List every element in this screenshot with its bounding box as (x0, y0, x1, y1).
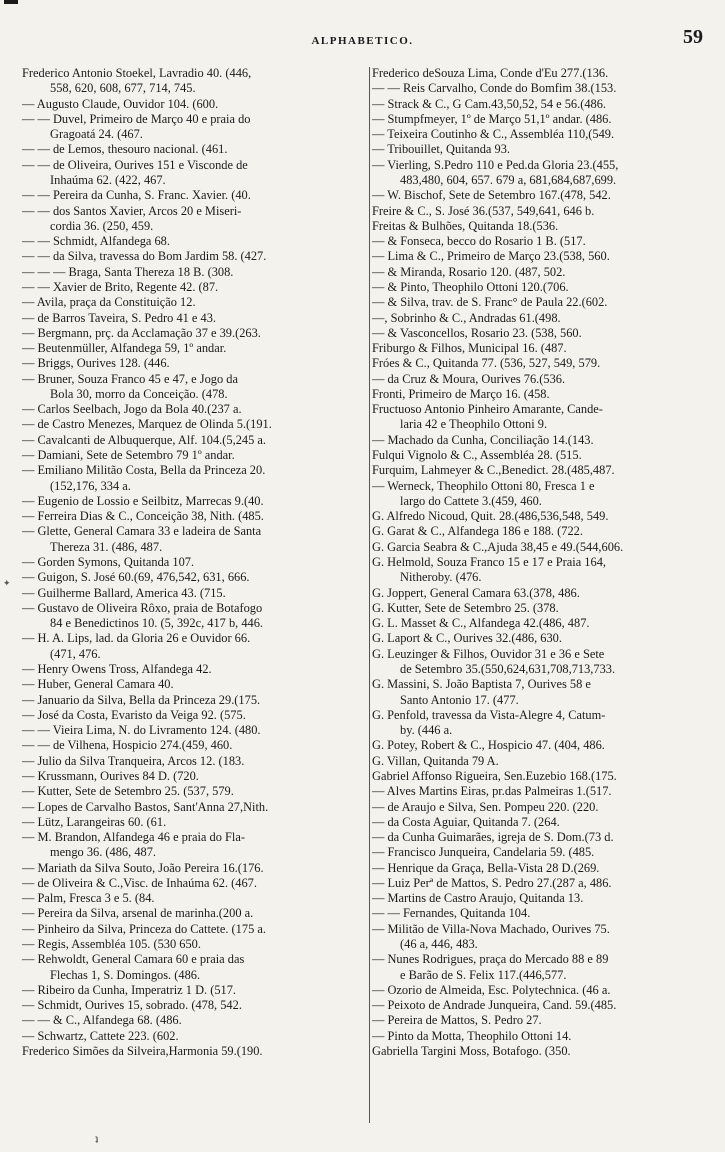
directory-entry-line: — — de Oliveira, Ourives 151 e Visconde de (22, 157, 248, 172)
directory-entry-line: — — dos Santos Xavier, Arcos 20 e Miseri- (22, 203, 242, 218)
directory-entry-line: — Huber, General Camara 40. (22, 677, 174, 692)
top-edge-mark (4, 0, 18, 4)
directory-entry-line: — Lima & C., Primeiro de Março 23.(538, 560. (372, 249, 610, 264)
directory-entry-line: — da Cruz & Moura, Ourives 76.(536. (372, 371, 566, 386)
directory-entry-line: — Cavalcanti de Albuquerque, Alf. 104.(5,245 a. (22, 432, 266, 447)
directory-entry-line: Fructuoso Antonio Pinheiro Amarante, Cande- (372, 402, 603, 417)
directory-entry-line: — Bruner, Souza Franco 45 e 47, e Jogo da (22, 371, 238, 386)
directory-entry-line: — — Vieira Lima, N. do Livramento 124. (480. (22, 723, 261, 738)
directory-entry-line: — & Vasconcellos, Rosario 23. (538, 560. (372, 325, 582, 340)
directory-entry-line: Inhaúma 62. (422, 467. (50, 172, 166, 187)
directory-entry-line: G. Alfredo Nicoud, Quit. 28.(486,536,548, 549. (372, 509, 609, 524)
directory-entry-line: 558, 620, 608, 677, 714, 745. (50, 81, 196, 96)
directory-entry-line: Gabriella Targini Moss, Botafogo. (350. (372, 1044, 571, 1058)
directory-entry-line: — — Fernandes, Quitanda 104. (372, 906, 531, 921)
directory-entry-line: — Mariath da Silva Souto, João Pereira 16.(176. (22, 860, 264, 875)
directory-entry-line: — Regis, Assembléa 105. (530 650. (22, 937, 201, 952)
directory-entry-line: — & Silva, trav. de S. Franc° de Paula 22.(602. (372, 295, 608, 310)
directory-entry-line: — da Cunha Guimarães, igreja de S. Dom.(73 d. (372, 830, 614, 845)
directory-entry-line: Santo Antonio 17. (477. (400, 692, 519, 707)
directory-entry-line: G. L. Masset & C., Alfandega 42.(486, 487. (372, 616, 590, 631)
directory-entry-line: G. Penfold, travessa da Vista-Alegre 4, Catum- (372, 707, 606, 722)
directory-entry-line: Gragoatá 24. (467. (50, 127, 143, 142)
directory-entry-line: — Briggs, Ourives 128. (446. (22, 356, 170, 371)
directory-entry-line: Furquim, Lahmeyer & C.,Benedict. 28.(485,487. (372, 463, 615, 478)
directory-entry-line: Frederico Antonio Stoekel, Lavradio 40. (446, (22, 66, 252, 80)
directory-entry-line: — Schmidt, Ourives 15, sobrado. (478, 542. (22, 998, 242, 1013)
directory-entry-line: — Machado da Cunha, Conciliação 14.(143. (372, 432, 594, 447)
directory-entry-line: Fronti, Primeiro de Março 16. (458. (372, 386, 550, 401)
directory-entry-line: de Setembro 35.(550,624,631,708,713,733. (400, 661, 616, 676)
directory-entry-line: — Tribouillet, Quitanda 93. (372, 142, 511, 157)
directory-entry-line: — Peixoto de Andrade Junqueira, Cand. 59.(485. (372, 998, 617, 1013)
directory-entry-line: G. Potey, Robert & C., Hospicio 47. (404, 486. (372, 738, 605, 753)
directory-entry-line: — Beutenmüller, Alfandega 59, 1º andar. (22, 341, 227, 356)
directory-entry-line: Gabriel Affonso Rigueira, Sen.Euzebio 168.(175. (372, 768, 617, 783)
directory-entry-line: by. (446 a. (400, 723, 453, 738)
directory-entry-line: (46 a, 446, 483. (400, 937, 478, 952)
directory-entry-line: Freire & C., S. José 36.(537, 549,641, 646 b. (372, 203, 595, 218)
directory-entry-line: — — de Lemos, thesouro nacional. (461. (22, 142, 228, 157)
directory-entry-line: —, Sobrinho & C., Andradas 61.(498. (372, 310, 561, 325)
directory-entry-line: — Henry Owens Tross, Alfandega 42. (22, 661, 212, 676)
directory-entry-line: — Stumpfmeyer, 1º de Março 51,1º andar. (486. (372, 111, 612, 126)
directory-entry-line: — — Schmidt, Alfandega 68. (22, 234, 170, 249)
directory-entry-line: 483,480, 604, 657. 679 a, 681,684,687,699. (400, 172, 617, 187)
left-column (22, 66, 364, 1059)
directory-entry-line: — Alves Martins Eiras, pr.das Palmeiras 1.(517. (372, 784, 612, 799)
page-title: ALPHABETICO. (311, 35, 414, 47)
directory-entry-line: — H. A. Lips, lad. da Gloria 26 e Ouvidor 66. (22, 631, 251, 646)
directory-entry-line: — Gorden Symons, Quitanda 107. (22, 555, 195, 569)
directory-entry-line: Freitas & Bulhões, Quitanda 18.(536. (372, 218, 559, 233)
directory-entry-line: cordia 36. (250, 459. (50, 218, 154, 233)
directory-entry-line: — & Miranda, Rosario 120. (487, 502. (372, 264, 566, 279)
directory-entry-line: — Pereira da Silva, arsenal de marinha.(200 a. (22, 906, 254, 921)
directory-entry-line: — — & C., Alfandega 68. (486. (22, 1013, 182, 1028)
directory-entry-line: — Lütz, Larangeiras 60. (61. (22, 814, 167, 829)
directory-entry-line: — Ribeiro da Cunha, Imperatriz 1 D. (517. (22, 982, 237, 997)
directory-entry-line: — de Castro Menezes, Marquez de Olinda 5.(191. (22, 417, 272, 432)
directory-entry-line: — Teixeira Coutinho & C., Assembléa 110,(549. (372, 127, 615, 142)
directory-entry-line: — Strack & C., G Cam.43,50,52, 54 e 56.(486. (372, 96, 607, 111)
directory-entry-line: e Barão de S. Felix 117.(446,577. (400, 967, 567, 982)
directory-entry-line: — Kutter, Sete de Setembro 25. (537, 579. (22, 784, 234, 799)
directory-entry-line: — Werneck, Theophilo Ottoni 80, Fresca 1 e (372, 478, 595, 493)
directory-entry-line: Nitheroby. (476. (400, 570, 482, 585)
directory-entry-line: — — Duvel, Primeiro de Março 40 e praia do (22, 111, 251, 126)
directory-entry-line: G. Garat & C., Alfandega 186 e 188. (722. (372, 524, 583, 539)
directory-entry-line: — Avila, praça da Constituição 12. (22, 295, 196, 310)
directory-entry-line: — Eugenio de Lossio e Seilbitz, Marrecas 9.(40. (22, 493, 264, 508)
directory-entry-line: — Henrique da Graça, Bella-Vista 28 D.(269. (372, 860, 600, 875)
directory-entry-line: — Pereira de Mattos, S. Pedro 27. (372, 1013, 542, 1028)
directory-entry-line: — — Pereira da Cunha, S. Franc. Xavier. (40. (22, 188, 251, 203)
directory-entry-line: — Emiliano Militão Costa, Bella da Princeza 20. (22, 463, 266, 478)
directory-entry-line: — Ferreira Dias & C., Conceição 38, Nith. (485. (22, 509, 264, 524)
directory-entry-line: — Vierling, S.Pedro 110 e Ped.da Gloria 23.(455, (372, 157, 619, 172)
directory-entry-line: — Militão de Villa-Nova Machado, Ourives 75. (372, 921, 610, 936)
directory-entry-line: — — da Silva, travessa do Bom Jardim 58. (427. (22, 249, 267, 264)
directory-entry-line: G. Joppert, General Camara 63.(378, 486. (372, 585, 580, 600)
directory-entry-line: — Luiz Perª de Mattos, S. Pedro 27.(287 a, 486. (372, 875, 612, 890)
directory-entry-line: — & Fonseca, becco do Rosario 1 B. (517. (372, 234, 586, 249)
directory-entry-line: — Schwartz, Cattete 223. (602. (22, 1028, 179, 1043)
directory-entry-line: — de Barros Taveira, S. Pedro 41 e 43. (22, 310, 217, 325)
directory-entry-line: — M. Brandon, Alfandega 46 e praia do Fla- (22, 830, 245, 845)
directory-entry-line: Flechas 1, S. Domingos. (486. (50, 967, 201, 982)
directory-entry-line: Frederico Simões da Silveira,Harmonia 59.(190. (22, 1044, 263, 1058)
directory-entry-line: — Glette, General Camara 33 e ladeira de Santa (22, 524, 262, 539)
bottom-speck: ʇ (95, 1132, 99, 1146)
directory-entry-line: Fróes & C., Quitanda 77. (536, 527, 549, 579. (372, 356, 601, 371)
directory-entry-line: — Julio da Silva Tranqueira, Arcos 12. (183. (22, 753, 245, 768)
directory-entry-line: — W. Bischof, Sete de Setembro 167.(478, 542. (372, 188, 611, 203)
directory-entry-line: Bola 30, morro da Conceição. (478. (50, 386, 228, 401)
right-column (372, 66, 712, 1059)
directory-entry-line: — de Oliveira & C.,Visc. de Inhaúma 62. (467. (22, 875, 257, 890)
directory-entry-line: (152,176, 334 a. (50, 478, 131, 493)
directory-entry-line: — Palm, Fresca 3 e 5. (84. (22, 891, 155, 906)
directory-entry-line: Fulqui Vignolo & C., Assembléa 28. (515. (372, 448, 582, 463)
directory-entry-line: — Damiani, Sete de Setembro 79 1º andar. (22, 448, 235, 463)
directory-entry-line: G. Kutter, Sete de Setembro 25. (378. (372, 600, 559, 615)
directory-entry-line: Thereza 31. (486, 487. (50, 539, 163, 554)
directory-entry-line: — de Araujo e Silva, Sen. Pompeu 220. (220. (372, 799, 599, 814)
directory-entry-line: — Nunes Rodrigues, praça do Mercado 88 e 89 (372, 952, 609, 967)
directory-entry-line: — — de Vilhena, Hospicio 274.(459, 460. (22, 738, 233, 753)
directory-entry-line: — José da Costa, Evaristo da Veiga 92. (575. (22, 707, 246, 722)
directory-entry-line: — Francisco Junqueira, Candelaria 59. (485. (372, 845, 595, 860)
directory-entry-line: G. Laport & C., Ourives 32.(486, 630. (372, 631, 562, 646)
page-number: 59 (683, 26, 703, 48)
directory-entry-line: (471, 476. (50, 646, 101, 661)
page-header (0, 26, 725, 54)
directory-entry-line: laria 42 e Theophilo Ottoni 9. (400, 417, 548, 432)
directory-entry-line: — & Pinto, Theophilo Ottoni 120.(706. (372, 279, 569, 294)
directory-entry-line: largo do Cattete 3.(459, 460. (400, 493, 542, 508)
directory-entry-line: — Lopes de Carvalho Bastos, Sant'Anna 27,Nith. (22, 799, 269, 814)
directory-entry-line: — Bergmann, prç. da Acclamação 37 e 39.(263. (22, 325, 261, 340)
directory-entry-line: G. Massini, S. João Baptista 7, Ourives 58 e (372, 677, 591, 692)
directory-entry-line: — — Xavier de Brito, Regente 42. (87. (22, 279, 219, 294)
directory-entry-line: — — Reis Carvalho, Conde do Bomfim 38.(153. (372, 81, 617, 96)
directory-entry-line: G. Villan, Quitanda 79 A. (372, 753, 499, 768)
directory-entry-line: — Rehwoldt, General Camara 60 e praia das (22, 952, 245, 967)
directory-entry-line: G. Garcia Seabra & C.,Ajuda 38,45 e 49.(544,606. (372, 539, 624, 554)
directory-entry-line: — Guigon, S. José 60.(69, 476,542, 631, 666. (22, 570, 250, 585)
directory-entry-line: — Pinto da Motta, Theophilo Ottoni 14. (372, 1028, 572, 1043)
directory-entry-line: mengo 36. (486, 487. (50, 845, 156, 860)
directory-entry-line: — Guilherme Ballard, America 43. (715. (22, 585, 226, 600)
directory-entry-line: — Gustavo de Oliveira Rôxo, praia de Botafogo (22, 600, 263, 615)
directory-entry-line: — Januario da Silva, Bella da Princeza 29.(175. (22, 692, 261, 707)
directory-entry-line: G. Helmold, Souza Franco 15 e 17 e Praia 164, (372, 555, 606, 569)
directory-entry-line: — Pinheiro da Silva, Princeza do Cattete. (175 a. (22, 921, 266, 936)
margin-speck: ✦ (3, 578, 11, 588)
directory-entry-line: — da Costa Aguiar, Quitanda 7. (264. (372, 814, 560, 829)
directory-entry-line: 84 e Benedictinos 10. (5, 392c, 417 b, 446. (50, 616, 264, 631)
column-divider (369, 67, 370, 1123)
directory-entry-line: — Augusto Claude, Ouvidor 104. (600. (22, 96, 219, 111)
directory-entry-line: — — — Braga, Santa Thereza 18 B. (308. (22, 264, 234, 279)
directory-entry-line: Friburgo & Filhos, Municipal 16. (487. (372, 341, 567, 356)
directory-entry-line: — Ozorio de Almeida, Esc. Polytechnica. (46 a. (372, 982, 611, 997)
directory-entry-line: Frederico deSouza Lima, Conde d'Eu 277.(136. (372, 66, 609, 80)
directory-entry-line: — Carlos Seelbach, Jogo da Bola 40.(237 a. (22, 402, 242, 417)
directory-entry-line: — Martins de Castro Araujo, Quitanda 13. (372, 891, 584, 906)
directory-entry-line: G. Leuzinger & Filhos, Ouvidor 31 e 36 e Sete (372, 646, 605, 661)
directory-entry-line: — Krussmann, Ourives 84 D. (720. (22, 768, 199, 783)
